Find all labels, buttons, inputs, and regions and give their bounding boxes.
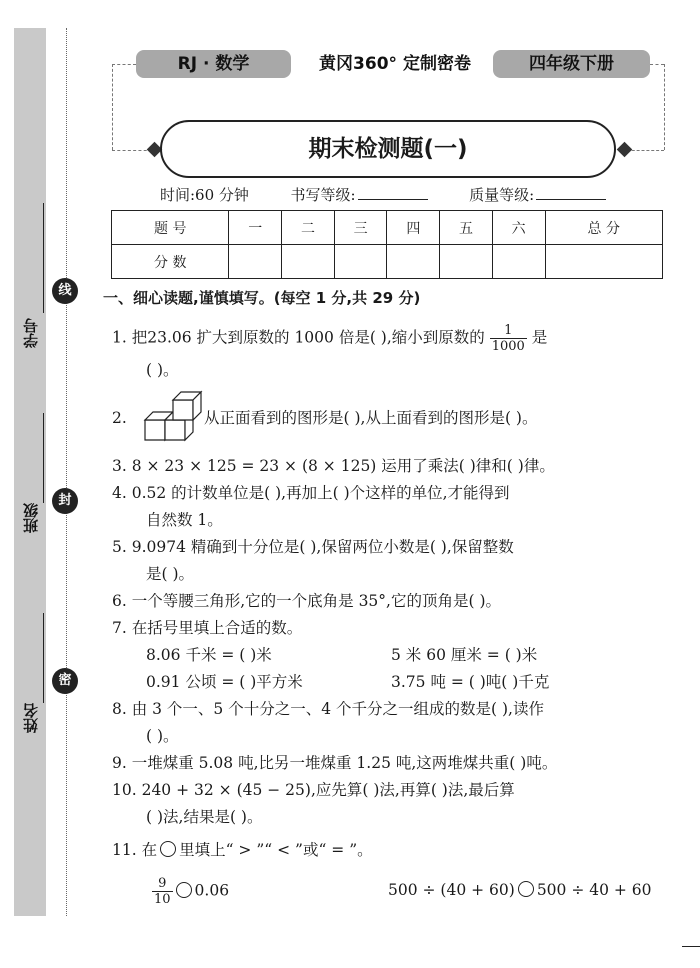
- header-dash-left: [112, 64, 136, 65]
- exam-meta: [160, 184, 606, 205]
- question-8-cont: ( )。: [146, 727, 179, 745]
- q11-c2-right: 500 ÷ 40 + 60: [536, 881, 652, 899]
- question-5-cont: 是( )。: [146, 565, 195, 583]
- q11-text: 11. 在: [112, 841, 158, 859]
- q11-frac-den: 10: [154, 892, 171, 907]
- question-11: [112, 840, 373, 860]
- score-blank[interactable]: [440, 245, 493, 279]
- score-cell: 总 分: [545, 211, 663, 245]
- q11-frac-num: 9: [152, 876, 173, 892]
- class-write-line: [43, 413, 44, 503]
- time-text: 时间:60 分钟: [160, 186, 249, 204]
- seal-feng: 封: [52, 488, 78, 514]
- score-cell: 五: [440, 211, 493, 245]
- header-dash-left-v: [112, 64, 113, 150]
- q1-fraction: [490, 323, 527, 354]
- seal-mi: 密: [52, 668, 78, 694]
- score-value-row: [112, 245, 663, 279]
- compare-circle-icon: [160, 841, 176, 857]
- brand-title: 黄冈360° 定制密卷: [319, 54, 471, 74]
- question-10-cont: ( )法,结果是( )。: [146, 808, 263, 826]
- q1-text-end: 是: [531, 328, 548, 347]
- seal-xian: 线: [52, 278, 78, 304]
- answer-circle-2[interactable]: [518, 881, 534, 897]
- score-cell: 一: [229, 211, 282, 245]
- q11-compare-2: [388, 880, 652, 900]
- question-1: [112, 323, 547, 354]
- score-table: [111, 210, 663, 279]
- right-diamond: [617, 142, 633, 158]
- question-9: 9. 一堆煤重 5.08 吨,比另一堆煤重 1.25 吨,这两堆煤共重( )吨。: [112, 754, 558, 772]
- q11-compare-1: [152, 876, 229, 907]
- question-7: 7. 在括号里填上合适的数。: [112, 619, 303, 637]
- score-blank[interactable]: [387, 245, 440, 279]
- score-row-label: 分 数: [112, 245, 229, 279]
- score-blank[interactable]: [545, 245, 663, 279]
- question-4: 4. 0.52 的计数单位是( ),再加上( )个这样的单位,才能得到: [112, 484, 510, 502]
- question-1-cont: ( )。: [146, 361, 179, 379]
- answer-circle-1[interactable]: [176, 882, 192, 898]
- writing-grade-label: 书写等级:: [290, 186, 356, 204]
- score-cell: 二: [282, 211, 335, 245]
- binding-strip: [14, 28, 46, 916]
- header-dash-right-v: [664, 64, 665, 150]
- section-heading: 一、细心读题,谨慎填写。(每空 1 分,共 29 分): [103, 289, 421, 307]
- score-cell: 题 号: [112, 211, 229, 245]
- question-10: 10. 240 + 32 × (45 − 25),应先算( )法,再算( )法,最后算: [112, 781, 515, 799]
- class-label: 班级: [22, 503, 40, 533]
- score-blank[interactable]: [492, 245, 545, 279]
- page-title: 期末检测题(一): [160, 120, 616, 178]
- question-3: 3. 8 × 23 × 125 = 23 × (8 × 125) 运用了乘法( )律和( )律。: [112, 457, 555, 475]
- q1-frac-den: 1000: [491, 339, 525, 354]
- question-8: 8. 由 3 个一、5 个十分之一、4 个千分之一组成的数是( ),读作: [112, 700, 544, 718]
- question-4-cont: 自然数 1。: [146, 511, 223, 529]
- score-cell: 六: [492, 211, 545, 245]
- id-write-line: [43, 203, 44, 313]
- cut-line: [66, 28, 67, 916]
- name-label: 姓名: [22, 703, 40, 733]
- score-blank[interactable]: [334, 245, 387, 279]
- score-cell: 四: [387, 211, 440, 245]
- quality-grade-blank[interactable]: [536, 185, 606, 200]
- q7-item-2: 5 米 60 厘米 = ( )米: [391, 646, 538, 664]
- question-2: 从正面看到的图形是( ),从上面看到的图形是( )。: [204, 409, 538, 427]
- header-dash-left-b: [112, 150, 152, 151]
- cubes-figure: [143, 386, 203, 444]
- header-dash-right: [650, 64, 664, 65]
- q7-item-3: 0.91 公顷 = ( )平方米: [146, 673, 303, 691]
- q11-c2-left: 500 ÷ (40 + 60): [388, 881, 515, 899]
- q7-item-1: 8.06 千米 = ( )米: [146, 646, 272, 664]
- writing-grade-blank[interactable]: [358, 185, 428, 200]
- quality-grade-label: 质量等级:: [469, 186, 535, 204]
- q11-c1-value: 0.06: [194, 881, 230, 900]
- q7-item-4: 3.75 吨 = ( )吨( )千克: [391, 673, 550, 691]
- q11-text-end: 里填上“ > ”“ < ”或“ = ”。: [179, 841, 373, 859]
- name-write-line: [43, 613, 44, 703]
- q1-text: 1. 把23.06 扩大到原数的 1000 倍是( ),缩小到原数的: [112, 328, 485, 347]
- score-blank[interactable]: [282, 245, 335, 279]
- question-2-num: 2.: [112, 409, 127, 427]
- question-6: 6. 一个等腰三角形,它的一个底角是 35°,它的顶角是( )。: [112, 592, 501, 610]
- grade-tag: 四年级下册: [493, 50, 650, 78]
- score-header-row: [112, 211, 663, 245]
- score-cell: 三: [334, 211, 387, 245]
- subject-tag: RJ · 数学: [136, 50, 291, 78]
- q1-frac-num: 1: [490, 323, 527, 339]
- score-blank[interactable]: [229, 245, 282, 279]
- corner-mark: [682, 946, 700, 947]
- q11-fraction: [152, 876, 173, 907]
- id-label: 学号: [22, 318, 40, 348]
- question-5: 5. 9.0974 精确到十分位是( ),保留两位小数是( ),保留整数: [112, 538, 514, 556]
